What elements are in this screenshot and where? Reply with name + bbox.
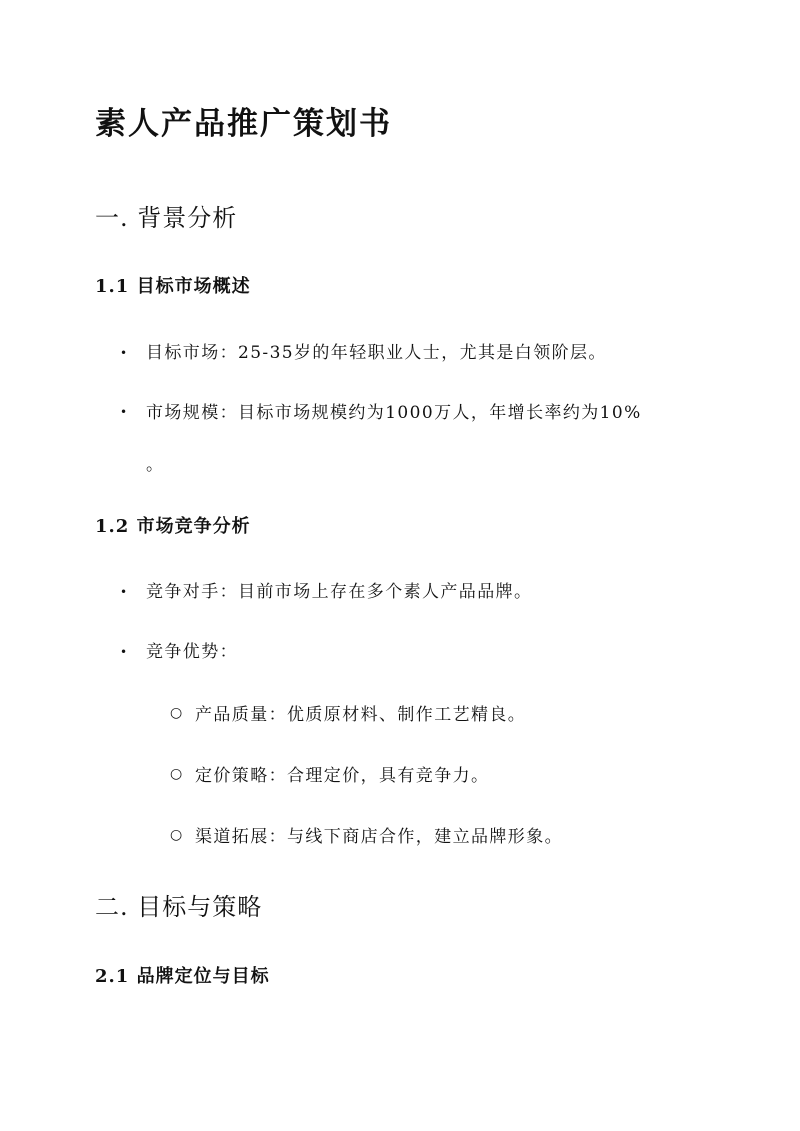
subsection-heading-market-overview: 1.1 目标市场概述 bbox=[95, 276, 251, 297]
list-item: 竞争优势： bbox=[146, 642, 238, 662]
list-item: 市场规模：目标市场规模约为1000万人，年增长率约为10% bbox=[146, 403, 642, 423]
subsection-heading-brand-positioning: 2.1 品牌定位与目标 bbox=[95, 966, 270, 987]
section-heading-goals-strategy: 二. 目标与策略 bbox=[95, 893, 263, 921]
list-item: 竞争对手：目前市场上存在多个素人产品品牌。 bbox=[146, 582, 533, 602]
bullet-icon: • bbox=[120, 405, 128, 419]
section-heading-background: 一. 背景分析 bbox=[95, 204, 238, 232]
document-title: 素人产品推广策划书 bbox=[95, 106, 392, 142]
sub-list-item: 产品质量：优质原材料、制作工艺精良。 bbox=[195, 705, 527, 725]
list-item: 目标市场：25-35岁的年轻职业人士，尤其是白领阶层。 bbox=[146, 343, 607, 363]
circle-bullet-icon: ○ bbox=[170, 705, 183, 721]
sub-list-item: 渠道拓展：与线下商店合作，建立品牌形象。 bbox=[195, 827, 563, 847]
sub-list-item: 定价策略：合理定价，具有竞争力。 bbox=[195, 766, 490, 786]
circle-bullet-icon: ○ bbox=[170, 827, 183, 843]
bullet-icon: • bbox=[120, 645, 128, 659]
bullet-icon: • bbox=[120, 585, 128, 599]
subsection-heading-competition: 1.2 市场竞争分析 bbox=[95, 516, 251, 537]
bullet-icon: • bbox=[120, 346, 128, 360]
circle-bullet-icon: ○ bbox=[170, 766, 183, 782]
list-item-wrap: 。 bbox=[146, 455, 165, 475]
